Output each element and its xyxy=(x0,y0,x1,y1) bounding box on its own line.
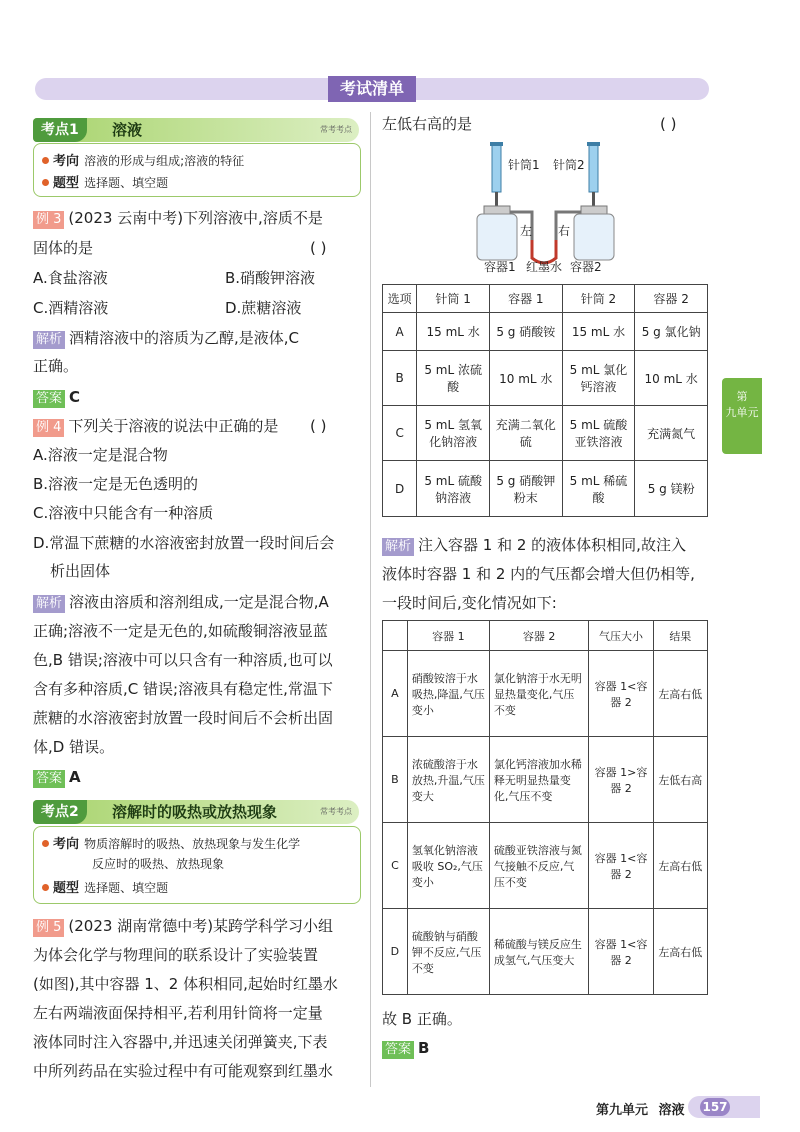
table-cell: 氯化钙溶液加水稀释无明显热量变化,气压不变 xyxy=(489,737,589,823)
table-row xyxy=(383,406,708,461)
ex5-jiexi3: 一段时间后,变化情况如下: xyxy=(382,594,557,612)
tixing-label: 题型 xyxy=(53,176,80,191)
tixing-label: 题型 xyxy=(53,881,80,896)
bullet-icon xyxy=(42,157,49,164)
ex5-l4: 左右两端液面保持相平,若利用针筒将一定量 xyxy=(33,1004,323,1022)
ex4-paren: ( ) xyxy=(310,417,327,435)
table-cell: 容器 1<容器 2 xyxy=(589,823,653,909)
ex4-option-d2: 析出固体 xyxy=(50,562,111,580)
ex3-question xyxy=(33,206,323,230)
kaodian1-badge: 常考考点 xyxy=(320,125,352,134)
ex3-option-d: D.蔗糖溶液 xyxy=(225,299,302,317)
ex3-option-b: B.硝酸钾溶液 xyxy=(225,269,316,287)
jiexi-tag: 解析 xyxy=(382,538,414,556)
ex4-jiexi xyxy=(33,590,329,614)
table-cell: B xyxy=(383,737,408,823)
ex3-jiexi2: 正确。 xyxy=(33,357,79,375)
ex3-tag: 例 3 xyxy=(33,211,64,229)
table-cell: 5 g 氯化钠 xyxy=(635,313,708,351)
ex4-option-b: B.溶液一定是无色透明的 xyxy=(33,475,199,493)
analysis-table xyxy=(382,620,708,995)
table-cell: 5 mL 氯化钙溶液 xyxy=(562,351,635,406)
ex3-jiexi xyxy=(33,326,299,350)
column-divider xyxy=(370,112,371,1087)
ex5-tag: 例 5 xyxy=(33,919,64,937)
ex4-option-c: C.溶液中只能含有一种溶质 xyxy=(33,504,214,522)
footer-label xyxy=(596,1099,685,1118)
jiexi-tag: 解析 xyxy=(33,595,65,613)
table-header: 气压大小 xyxy=(589,621,653,651)
ex4-jiexi5: 蔗糖的水溶液密封放置一段时间后不会析出固 xyxy=(33,709,334,727)
bullet-icon xyxy=(42,179,49,186)
ex5-l6: 中所列药品在实验过程中有可能观察到红墨水 xyxy=(33,1062,334,1080)
ex4-jiexi3: 色,B 错误;溶液中可以只含有一种溶质,也可以 xyxy=(33,651,333,669)
table-cell: 硫酸钠与硝酸钾不反应,气压不变 xyxy=(407,909,489,995)
table-cell: 5 g 硝酸钾粉末 xyxy=(489,461,562,517)
ex4-tag: 例 4 xyxy=(33,419,64,437)
kaoxiang-label: 考向 xyxy=(53,837,80,852)
ex4-jiexi4: 含有多种溶质,C 错误;溶液具有稳定性,常温下 xyxy=(33,680,333,698)
table-cell: 氢氧化钠溶液吸收 SO₂,气压变小 xyxy=(407,823,489,909)
label-container1: 容器1 xyxy=(484,260,516,274)
unit-side-tab xyxy=(722,378,762,454)
table-cell: A xyxy=(383,313,417,351)
table-cell: 硫酸亚铁溶液与氮气接触不反应,气压不变 xyxy=(489,823,589,909)
jiexi-tag: 解析 xyxy=(33,331,65,349)
ex5-l1: (2023 湖南常德中考)某跨学科学习小组 xyxy=(68,917,334,935)
ex4-jiexi6: 体,D 错误。 xyxy=(33,738,115,756)
side-tab-line1: 第 xyxy=(736,390,748,403)
ex4-answer-value: A xyxy=(69,768,81,786)
ex4-option-d1: D.常温下蔗糖的水溶液密封放置一段时间后会 xyxy=(33,534,335,552)
table-header xyxy=(383,621,408,651)
ex5-l5: 液体同时注入容器中,并迅速关闭弹簧夹,下表 xyxy=(33,1033,328,1051)
kaodian1-infobox xyxy=(33,143,361,197)
kaoxiang-text2: 反应时的吸热、放热现象 xyxy=(92,857,225,871)
ex4-jiexi1: 溶液由溶质和溶剂组成,一定是混合物,A xyxy=(69,593,329,611)
tixing-text: 选择题、填空题 xyxy=(84,881,169,895)
table-cell: D xyxy=(383,909,408,995)
kaoxiang-text: 溶液的形成与组成;溶液的特征 xyxy=(84,154,245,168)
ex3-line2: 固体的是 xyxy=(33,239,94,257)
container-1-icon xyxy=(477,206,517,260)
options-table xyxy=(382,284,708,517)
table-cell: C xyxy=(383,406,417,461)
label-container2: 容器2 xyxy=(570,260,602,274)
table-cell: 容器 1<容器 2 xyxy=(589,651,653,737)
page-number: 157 xyxy=(700,1098,730,1116)
table-header-row xyxy=(383,285,708,313)
table-cell: 15 mL 水 xyxy=(417,313,490,351)
label-right: 右 xyxy=(558,224,571,238)
footer-topic: 溶液 xyxy=(658,1103,685,1118)
ex5-question xyxy=(33,914,333,938)
table-header: 结果 xyxy=(653,621,707,651)
syringe-1-icon xyxy=(490,142,503,206)
conclusion-text: 故 B 正确。 xyxy=(382,1010,462,1028)
footer-unit: 第九单元 xyxy=(596,1103,649,1118)
table-header: 针筒 2 xyxy=(562,285,635,313)
kaodian1-title: 溶液 xyxy=(112,121,143,139)
ex4-answer xyxy=(33,765,81,789)
table-cell: 稀硫酸与镁反应生成氢气,气压变大 xyxy=(489,909,589,995)
table-cell: 5 mL 硫酸钠溶液 xyxy=(417,461,490,517)
ex4-option-a: A.溶液一定是混合物 xyxy=(33,446,168,464)
table-cell: 5 mL 氢氧化钠溶液 xyxy=(417,406,490,461)
ex4-question xyxy=(33,414,278,438)
ex5-l3: (如图),其中容器 1、2 体积相同,起始时红墨水 xyxy=(33,975,338,993)
ex3-option-a: A.食盐溶液 xyxy=(33,269,108,287)
ex3-paren: ( ) xyxy=(310,239,327,257)
label-syringe1: 针筒1 xyxy=(508,158,540,172)
table-cell: 5 mL 硫酸亚铁溶液 xyxy=(562,406,635,461)
table-cell: 5 g 硝酸铵 xyxy=(489,313,562,351)
ex5-answer xyxy=(382,1036,429,1060)
table-cell: 硝酸铵溶于水吸热,降温,气压变小 xyxy=(407,651,489,737)
kaodian2-title: 溶解时的吸热或放热现象 xyxy=(112,803,278,821)
table-cell: 左高右低 xyxy=(653,823,707,909)
table-cell: 15 mL 水 xyxy=(562,313,635,351)
table-row xyxy=(383,313,708,351)
table-header: 选项 xyxy=(383,285,417,313)
apparatus-diagram xyxy=(472,140,622,275)
ex3-line1: (2023 云南中考)下列溶液中,溶质不是 xyxy=(68,209,323,227)
kaodian1-tag: 考点1 xyxy=(33,118,87,142)
label-left: 左 xyxy=(520,224,533,238)
table-cell: 浓硫酸溶于水放热,升温,气压变大 xyxy=(407,737,489,823)
table-cell: 左低右高 xyxy=(653,737,707,823)
label-syringe2: 针筒2 xyxy=(553,158,585,172)
kaoxiang-label: 考向 xyxy=(53,154,80,169)
table-row xyxy=(383,823,708,909)
ex5-jiexi1: 注入容器 1 和 2 的液体体积相同,故注入 xyxy=(418,536,686,554)
label-ink: 红墨水 xyxy=(526,260,563,274)
table-cell: 5 mL 稀硫酸 xyxy=(562,461,635,517)
table-row xyxy=(383,351,708,406)
table-cell: D xyxy=(383,461,417,517)
ex5-jiexi2: 液体时容器 1 和 2 内的气压都会增大但仍相等, xyxy=(382,565,695,583)
table-header: 容器 1 xyxy=(407,621,489,651)
ex3-jiexi1: 酒精溶液中的溶质为乙醇,是液体,C xyxy=(69,329,300,347)
table-cell: 容器 1<容器 2 xyxy=(589,909,653,995)
ex5-answer-value: B xyxy=(418,1039,430,1057)
table-cell: 5 g 镁粉 xyxy=(635,461,708,517)
table-row xyxy=(383,737,708,823)
table-cell: 充满氮气 xyxy=(635,406,708,461)
table-cell: 容器 1>容器 2 xyxy=(589,737,653,823)
table-cell: 5 mL 浓硫酸 xyxy=(417,351,490,406)
ex4-jiexi2: 正确;溶液不一定是无色的,如硫酸铜溶液显蓝 xyxy=(33,622,328,640)
ex3-option-c: C.酒精溶液 xyxy=(33,299,109,317)
table-cell: 氯化钠溶于水无明显热量变化,气压不变 xyxy=(489,651,589,737)
table-header: 容器 2 xyxy=(635,285,708,313)
table-header: 针筒 1 xyxy=(417,285,490,313)
table-cell: 左高右低 xyxy=(653,909,707,995)
ex5-jiexi xyxy=(382,533,686,557)
ex5-r1: 左低右高的是 xyxy=(382,115,473,133)
table-header: 容器 2 xyxy=(489,621,589,651)
table-row xyxy=(383,461,708,517)
kaodian2-infobox xyxy=(33,826,361,904)
table-row xyxy=(383,651,708,737)
table-cell: B xyxy=(383,351,417,406)
ex5-l2: 为体会化学与物理间的联系设计了实验装置 xyxy=(33,946,319,964)
table-cell: 充满二氧化硫 xyxy=(489,406,562,461)
tixing-text: 选择题、填空题 xyxy=(84,176,169,190)
syringe-2-icon xyxy=(587,142,600,206)
table-header-row xyxy=(383,621,708,651)
kaodian2-tag: 考点2 xyxy=(33,800,87,824)
kaoxiang-text1: 物质溶解时的吸热、放热现象与发生化学 xyxy=(84,837,301,851)
ex4-q: 下列关于溶液的说法中正确的是 xyxy=(68,417,279,435)
bullet-icon xyxy=(42,840,49,847)
container-2-icon xyxy=(574,206,614,260)
table-cell: A xyxy=(383,651,408,737)
ex3-answer-value: C xyxy=(69,388,81,406)
answer-tag: 答案 xyxy=(382,1041,414,1059)
ex5-paren: ( ) xyxy=(660,115,677,133)
kaodian2-badge: 常考考点 xyxy=(320,807,352,816)
bullet-icon xyxy=(42,884,49,891)
section-title: 考试清单 xyxy=(328,76,416,102)
answer-tag: 答案 xyxy=(33,770,65,788)
table-cell: 10 mL 水 xyxy=(489,351,562,406)
side-tab-line2: 九单元 xyxy=(725,406,759,419)
table-cell: 左高右低 xyxy=(653,651,707,737)
answer-tag: 答案 xyxy=(33,390,65,408)
table-cell: 10 mL 水 xyxy=(635,351,708,406)
table-row xyxy=(383,909,708,995)
table-header: 容器 1 xyxy=(489,285,562,313)
table-cell: C xyxy=(383,823,408,909)
ex3-answer xyxy=(33,385,80,409)
